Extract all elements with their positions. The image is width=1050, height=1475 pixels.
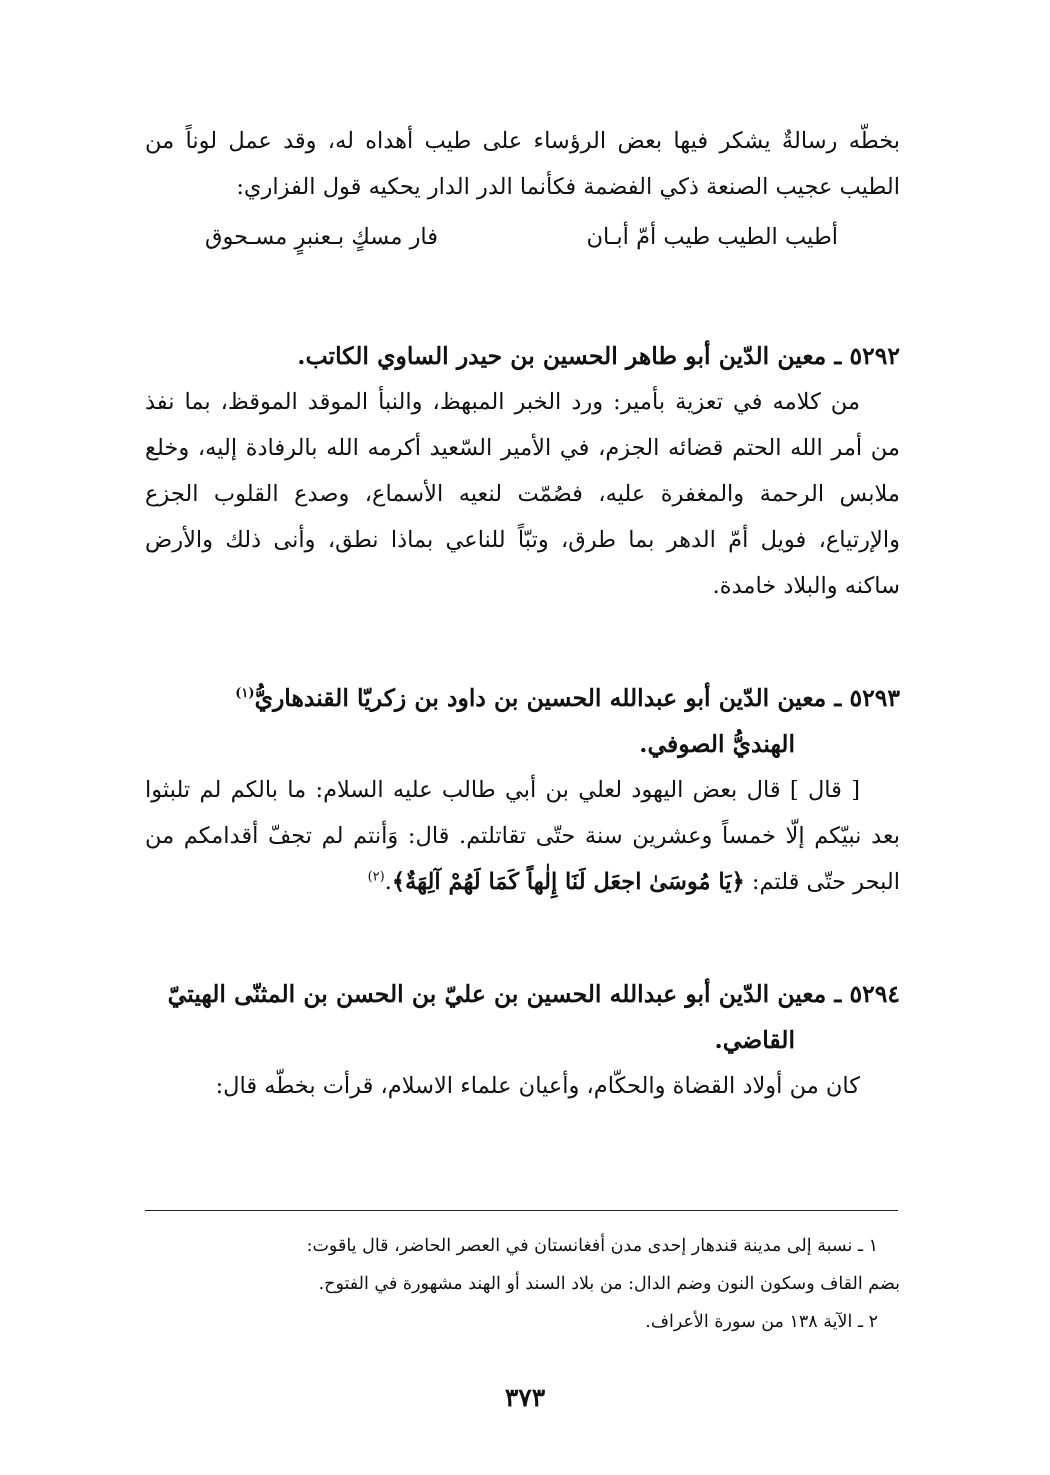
footnote-1: ١ ـ نسبة إلى مدينة قندهار إحدى مدن أفغانستان في العصر الحاضر، قال ياقوت:	[306, 1236, 878, 1256]
footnotes	[145, 1227, 900, 1341]
intro-paragraph: بخطّه رسالةٌ يشكر فيها بعض الرؤساء على طيب أهداه له، وقد عمل لوناً من الطيب عجيب الصنعة ذكي الفضمة فكأنما الدر الدار يحكيه قول الفزاري:	[145, 128, 900, 200]
footnote-marker[interactable]: (٢)	[367, 869, 385, 885]
entry-heading-continuation: الهنديُّ الصوفي.	[639, 730, 795, 758]
entry-heading-text: ٥٢٩٢ ـ معين الدّين أبو طاهر الحسين بن حيدر الساوي الكاتب.	[297, 342, 900, 370]
page-number: ٣٧٣	[504, 1383, 546, 1412]
entry-body	[145, 767, 900, 905]
entry-body: كان من أولاد القضاة والحكّام، وأعيان علماء الاسلام، قرأت بخطّه قال:	[215, 1073, 860, 1099]
entry-5292	[145, 333, 900, 609]
entry-heading-text: ٥٢٩٣ ـ معين الدّين أبو عبدالله الحسين بن داود بن زكريّا القندهاريُّ	[254, 684, 900, 712]
footnote-divider	[145, 1210, 898, 1211]
verse-first-hemistich: أطيب الطيب طيب أمّ أبـان	[586, 224, 838, 250]
entry-body-text: [ قال ] قال بعض اليهود لعلي بن أبي طالب عليه السلام: ما بالكم لم تلبثوا بعد نبيّكم إلّا خمساً وعشرين سنة حتّى تقاتلتم. قال: وَأنتم لم تجفّ أقدامكم من البحر حتّى قلتم:	[145, 777, 900, 895]
entry-heading	[145, 333, 900, 379]
poem-verse	[145, 214, 900, 260]
entry-heading-text: ٥٢٩٤ ـ معين الدّين أبو عبدالله الحسين بن عليّ بن الحسن بن المثنّى الهيتيّ	[167, 980, 900, 1008]
footnote-2: ٢ ـ الآية ١٣٨ من سورة الأعراف.	[645, 1312, 878, 1332]
entry-body-end: .	[384, 869, 392, 895]
quran-quote: ﴿يَا مُوسَىٰ اجعَل لَنَا إِلٰهاً كَمَا لَهُمْ آلِهَةٌ﴾	[391, 869, 745, 895]
page-body	[145, 118, 900, 1109]
footnote-1-continuation: بضم القاف وسكون النون وضم الدال: من بلاد السند أو الهند مشهورة في الفتوح.	[318, 1274, 900, 1294]
entry-heading	[145, 675, 900, 767]
entry-body: من كلامه في تعزية بأمير: ورد الخبر المبهظ، والنبأ الموقد الموقظ، بما نفذ من أمر الله الحتم قضائه الجزم، في الأمير السّعيد أكرمه الله بالرفادة إليه، وخلع ملابس الرحمة والمغفرة عليه، فصُمّت لنعيه الأسماع، وصدع القلوب الجزع والإرتياع، فويل أمّ الدهر بما طرق، وتبّاً للناعي بماذا نطق، وأنى ذلك والأرض ساكنه والبلاد خامدة.	[145, 389, 900, 599]
entry-5294	[145, 971, 900, 1109]
verse-second-hemistich: فار مسكٍ بـعنبرٍ مسـحوق	[205, 224, 439, 250]
entry-5293	[145, 675, 900, 905]
footnote-marker[interactable]: (١)	[235, 686, 255, 702]
entry-heading-continuation: القاضي.	[714, 1026, 795, 1054]
entry-heading	[145, 971, 900, 1063]
